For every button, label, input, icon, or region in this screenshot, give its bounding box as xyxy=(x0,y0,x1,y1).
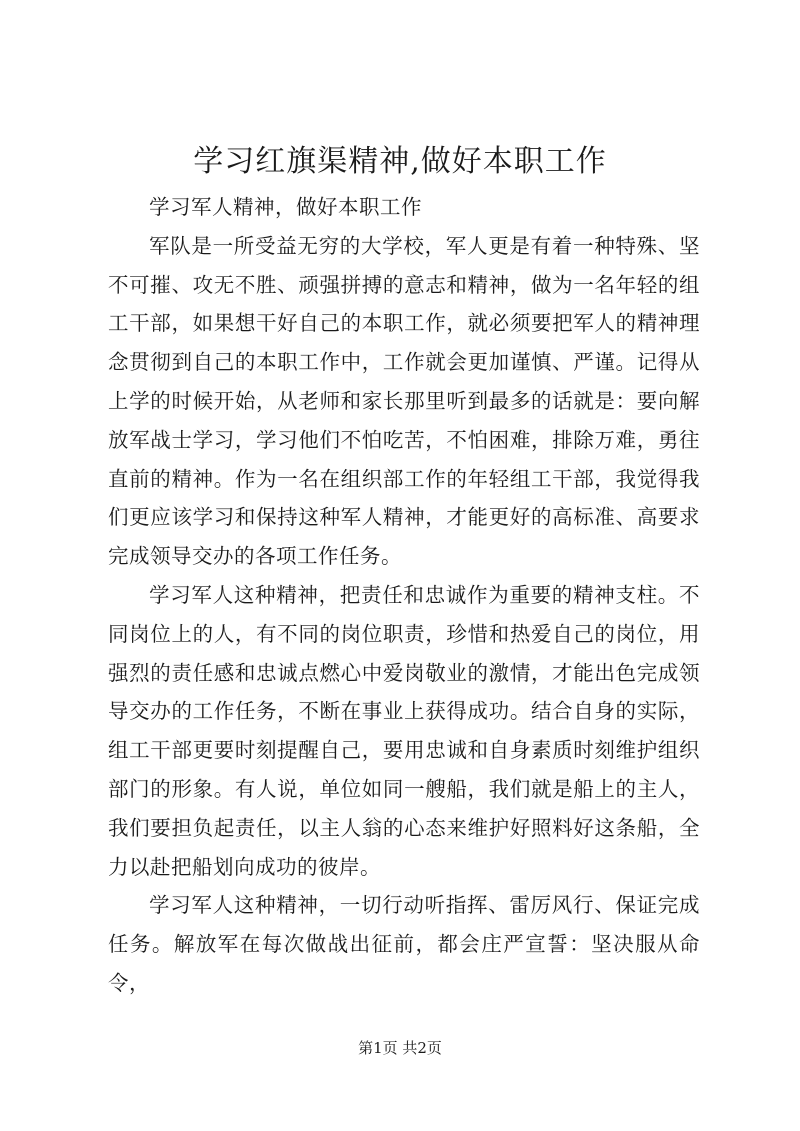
page-footer: 第1页 共2页 xyxy=(358,1039,442,1057)
document-title: 学习红旗渠精神,做好本职工作 xyxy=(193,144,607,179)
body-paragraph: 学习军人这种精神，一切行动听指挥、雷厉风行、保证完成任务。解放军在每次做战出征前，都会庄严宣誓：坚决服从命令， xyxy=(108,893,700,995)
body-paragraph: 军队是一所受益无穷的大学校，军人更是有着一种特殊、坚不可摧、攻无不胜、顽强拼搏的意志和精神，做为一名年轻的组工干部，如果想干好自己的本职工作，就必须要把军人的精神理念贯彻到自己的本职工作中，工作就会更加谨慎、严谨。记得从上学的时候开始，从老师和家长那里听到最多的话就是：要向解放军战士学习，学习他们不怕吃苦，不怕困难，排除万难，勇往直前的精神。作为一名在组织部工作的年轻组工干部，我觉得我们更应该学习和保持这种军人精神，才能更好的高标准、高要求完成领导交办的各项工作任务。 xyxy=(108,233,700,569)
document-body xyxy=(108,188,700,1003)
subtitle-paragraph: 学习军人精神，做好本职工作 xyxy=(149,195,422,219)
body-paragraph: 学习军人这种精神，把责任和忠诚作为重要的精神支柱。不同岗位上的人，有不同的岗位职责，珍惜和热爱自己的岗位，用强烈的责任感和忠诚点燃心中爱岗敬业的激情，才能出色完成领导交办的工作任务，不断在事业上获得成功。结合自身的实际，组工干部更要时刻提醒自己，要用忠诚和自身素质时刻维护组织部门的形象。有人说，单位如同一艘船，我们就是船上的主人，我们要担负起责任，以主人翁的心态来维护好照料好这条船，全力以赴把船划向成功的彼岸。 xyxy=(108,582,700,879)
